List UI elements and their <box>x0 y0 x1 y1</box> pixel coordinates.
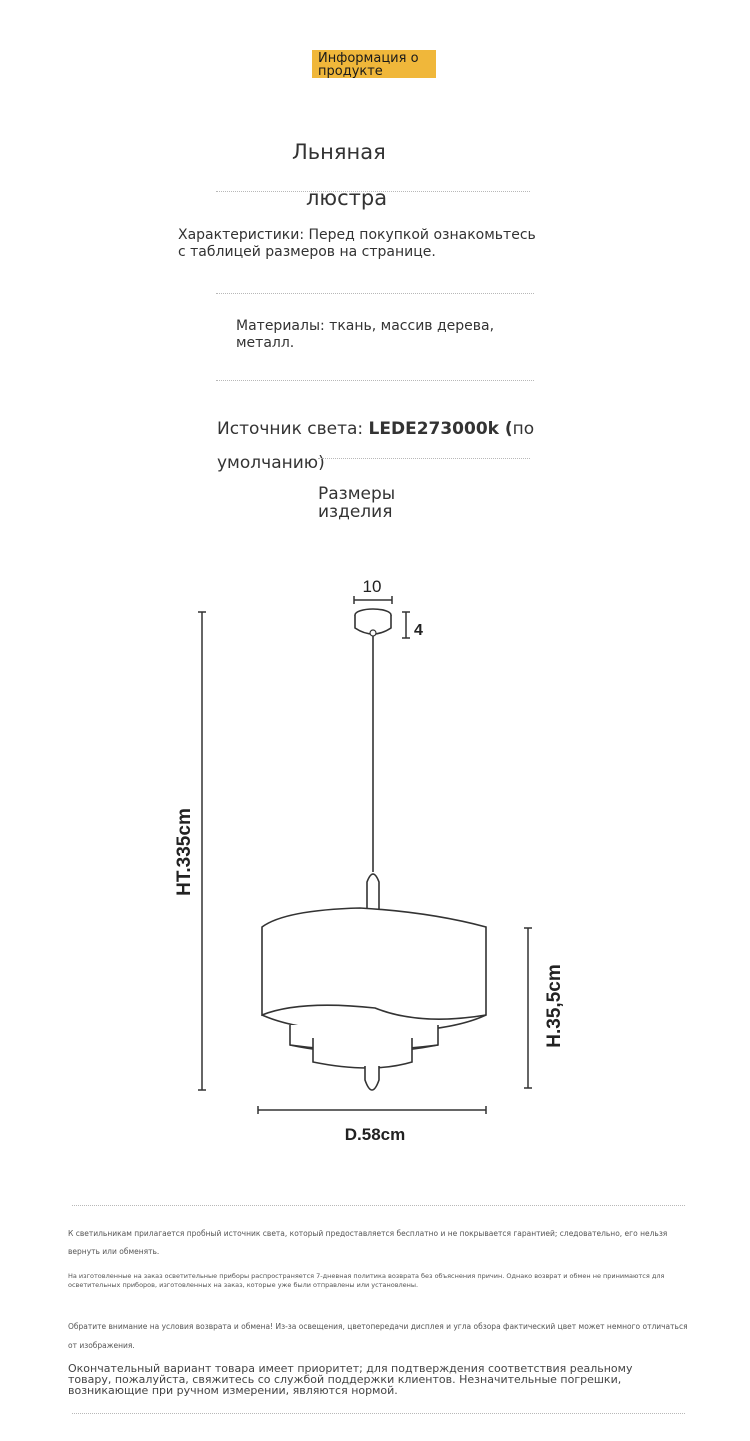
divider <box>318 458 530 459</box>
characteristics <box>178 227 538 261</box>
characteristics-text: Перед покупкой ознакомьтесь с таблицей размеров на странице. <box>178 227 536 260</box>
product-title-line1: Льняная <box>292 140 386 164</box>
shade-height-label: H.35,5cm <box>544 964 565 1048</box>
note-return-conditions <box>68 1318 690 1354</box>
light-source-label: Источник света: <box>217 419 369 439</box>
inner-shade <box>313 1038 412 1068</box>
note-trial-light-line2: вернуть или обменять. <box>68 1247 160 1256</box>
materials-label: Материалы: <box>236 318 325 334</box>
canopy-height-label: 4 <box>414 622 423 639</box>
bottom-finial <box>365 1066 379 1090</box>
light-source <box>217 412 537 480</box>
note-return-conditions-line1: Обратите внимание на условия возврата и обмена! Из-за освещения, цветопередачи дисплея и угла обзора фактический цвет может немного отличаться <box>68 1322 688 1331</box>
materials <box>236 318 511 352</box>
note-trial-light <box>68 1225 688 1260</box>
note-custom-return: На изготовленные на заказ осветительные приборы распространяется 7-дневная политика возврата без объяснения причин. Однако возврат и обмен не принимаются для осветительных приборов, изготовленных на заказ, которые уже были отправлены или установлены. <box>68 1272 665 1289</box>
characteristics-label: Характеристики: <box>178 227 305 243</box>
divider <box>72 1205 685 1206</box>
light-source-default: по умолчанию) <box>217 419 535 473</box>
top-finial <box>367 874 379 910</box>
dimensions-title: Размеры изделия <box>318 484 396 522</box>
light-source-value: LEDE273000k ( <box>368 419 513 439</box>
note-return-conditions-line2: от изображения. <box>68 1341 135 1350</box>
materials-text: ткань, массив дерева, металл. <box>236 318 495 351</box>
total-height-label: HT.335cm <box>174 808 195 896</box>
divider <box>72 1413 685 1414</box>
note-trial-light-line1: К светильникам прилагается пробный источник света, который предоставляется бесплатно и не покрывается гарантией; следовательно, его нельзя <box>68 1229 668 1238</box>
outer-shade <box>262 908 486 1019</box>
divider <box>216 293 534 294</box>
diameter-label: D.58cm <box>344 1125 406 1144</box>
product-info-badge: Информация о продукте <box>312 50 436 78</box>
divider <box>216 380 534 381</box>
product-title-line2: люстра <box>306 186 388 210</box>
note-final-product: Окончательный вариант товара имеет приоритет; для подтверждения соответствия реальному товару, пожалуйста, свяжитесь со службой поддержки клиентов. Незначительные погрешки, возникающие при ручном измерении, являются нормой. <box>68 1362 633 1397</box>
canopy-width-label: 10 <box>362 577 382 596</box>
lamp-dimension-drawing <box>0 560 750 1180</box>
